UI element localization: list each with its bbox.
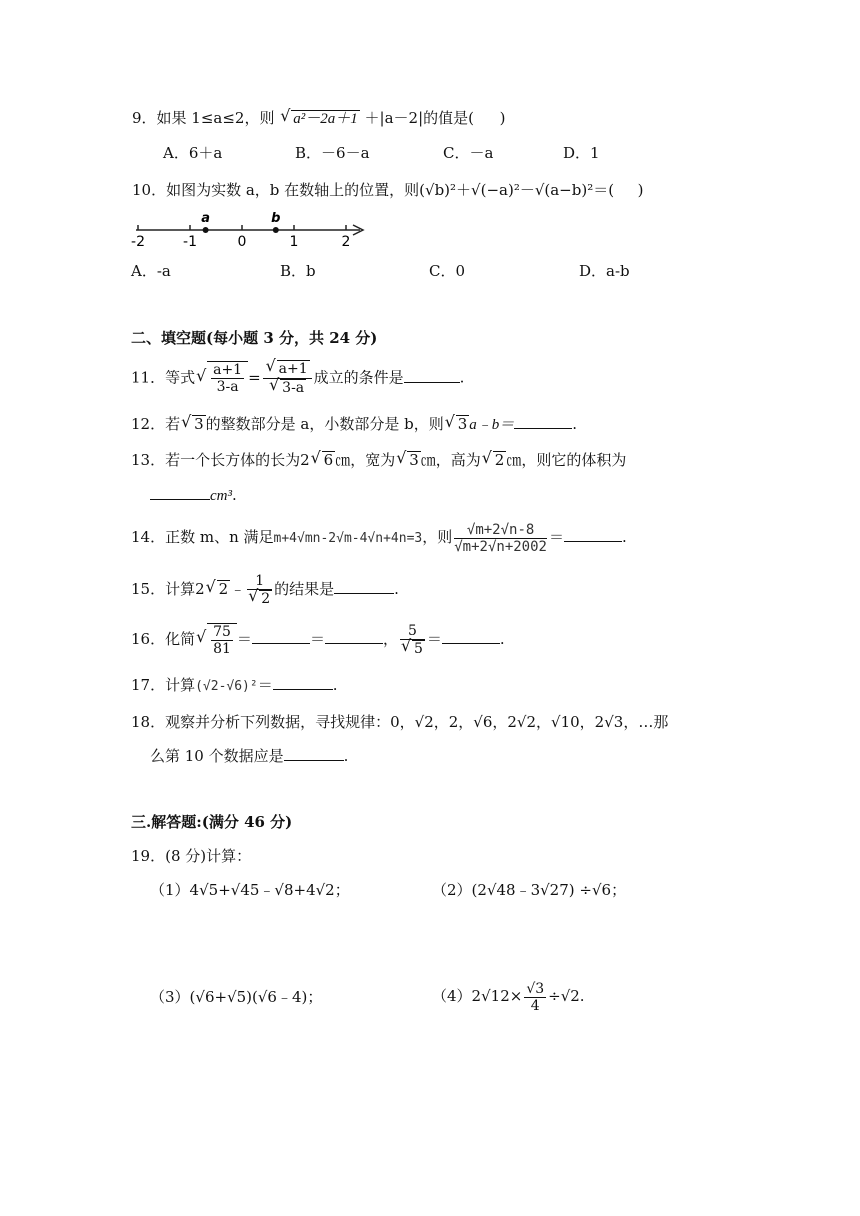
q14-condition: m+4√mn-2√m-4√n+4n=3	[273, 531, 423, 546]
q9-option-b: B．－6－a	[295, 144, 370, 162]
q16-answer-blank-2[interactable]	[325, 629, 383, 644]
q19-part1: （1）4√5+√45﹣√8+4√2；	[150, 881, 350, 899]
q10-option-c: C．0	[429, 262, 466, 280]
point-b-label: b	[271, 211, 281, 226]
q18-answer-blank[interactable]	[284, 746, 344, 761]
q13-answer-blank[interactable]	[150, 485, 210, 500]
point-b-marker	[273, 227, 279, 233]
q10-stem	[132, 180, 644, 200]
q10-option-a: A．-a	[131, 262, 171, 280]
q11: 11．等式 √ $\frac{a+1}{3-a}$ = √ a+1 √ 3-a 成立的条件是 .	[131, 360, 464, 397]
q10-stem-post: )	[637, 181, 644, 199]
q16: 16．化简 √ $\frac{75}{81}$ ＝ ＝ ， 5 √ 5 ＝ .	[131, 620, 505, 658]
tick-label: 2	[341, 234, 351, 250]
q18-line1: 18．观察并分析下列数据，寻找规律：0，√2，2，√6，2√2，√10，2√3，…那	[131, 713, 669, 731]
q9-option-c: C．－a	[443, 144, 494, 162]
q11-answer-blank[interactable]	[404, 368, 460, 383]
q13-line1: 13．若一个长方体的长为2√ 6 ㎝，宽为√ 3 ㎝，高为√ 2 ㎝，则它的体积为	[131, 450, 626, 470]
q10-option-d: D．a-b	[579, 262, 630, 280]
q16-answer-blank-1[interactable]	[252, 629, 310, 644]
q10-number-line	[128, 210, 378, 255]
q10-option-b: B．b	[280, 262, 316, 280]
q9-option-d: D．1	[563, 144, 600, 162]
q14-answer-blank[interactable]	[564, 527, 622, 542]
q15: 15．计算2√ 2 ﹣ 1 √ 2 的结果是 .	[131, 572, 399, 608]
q11-lhs-radical: √ $\frac{a+1}{3-a}$	[196, 361, 248, 396]
point-a-marker	[203, 227, 209, 233]
q19-part3: （3）(√6+√5)(√6﹣4)；	[150, 988, 323, 1006]
q9-stem-post: )	[499, 109, 506, 127]
point-a-label: a	[201, 211, 210, 226]
q17-answer-blank[interactable]	[273, 675, 333, 690]
tick-label: 1	[289, 234, 299, 250]
q18-line2: 么第 10 个数据应是 .	[150, 747, 349, 765]
q14-fraction: $\frac{√m+2√n-8}{√m+2√n+2002}$	[454, 521, 547, 555]
q19-part2: （2）(2√48﹣3√27) ÷√6；	[432, 881, 627, 899]
q10-stem-text: 10．如图为实数 a，b 在数轴上的位置，则(√b)²＋√(−a)²－√(a−b)²＝(	[132, 181, 615, 199]
section3-title: 三.解答题:(满分 46 分)	[131, 813, 293, 831]
q19-part4: （4）2√12× $\frac{√3}{4}$ ÷√2.	[432, 980, 585, 1014]
tick-label: -1	[183, 234, 197, 250]
tick-label: -2	[131, 234, 145, 250]
tick-label: 0	[237, 234, 247, 250]
q12: 12．若√ 3 的整数部分是 a，小数部分是 b，则√ 3 a﹣b＝ .	[131, 414, 577, 435]
q17: 17．计算(√2-√6)²＝ .	[131, 676, 338, 694]
q9-option-a: A．6＋a	[163, 144, 223, 162]
q9-stem-pre: 9．如果 1≤a≤2，则	[132, 109, 275, 127]
q12-answer-blank[interactable]	[514, 414, 572, 429]
q9-stem	[132, 108, 505, 128]
q9-radical: √ a²－2a＋1	[280, 108, 360, 128]
q11-rhs-fraction: √ a+1 √ 3-a	[263, 360, 312, 397]
q15-answer-blank[interactable]	[334, 579, 394, 594]
q19-stem: 19．(8 分)计算：	[131, 847, 252, 865]
q14: 14．正数 m、n 满足m+4√mn-2√m-4√n+4n=3，则 $\frac{√m+2√n-8}{√m+2√n+2002}$ ＝ .	[131, 521, 627, 555]
section2-title: 二、填空题(每小题 3 分，共 24 分)	[131, 329, 378, 347]
q16-answer-blank-3[interactable]	[442, 629, 500, 644]
q13-line2: cm³.	[150, 485, 237, 506]
q9-stem-mid: ＋|a－2|的值是(	[364, 109, 474, 127]
